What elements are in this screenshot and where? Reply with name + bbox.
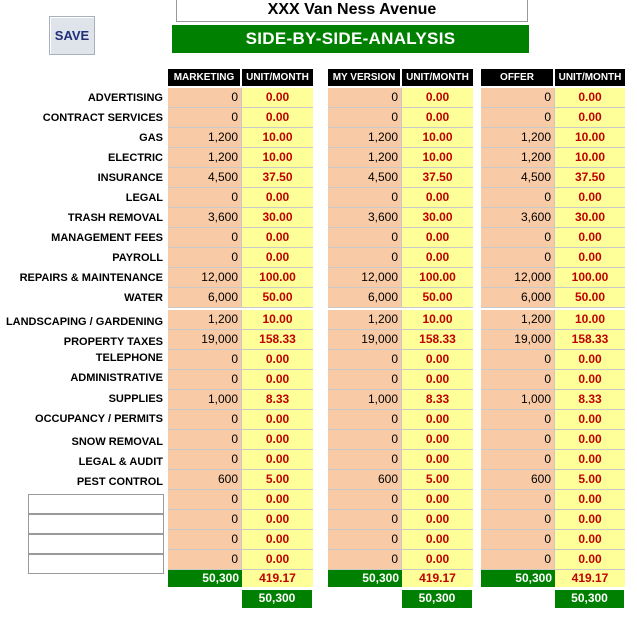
amount-cell[interactable]: 0 bbox=[481, 188, 555, 208]
unit-month-cell: 0.00 bbox=[402, 550, 473, 570]
expense-label: SUPPLIES bbox=[108, 393, 163, 405]
amount-cell[interactable]: 6,000 bbox=[328, 288, 402, 308]
unit-month-cell: 8.33 bbox=[242, 390, 313, 410]
custom-expense-input[interactable] bbox=[28, 534, 164, 554]
unit-month-cell: 0.00 bbox=[555, 188, 625, 208]
unit-month-cell: 0.00 bbox=[555, 350, 625, 370]
unit-month-cell: 30.00 bbox=[555, 208, 625, 228]
unit-month-cell: 0.00 bbox=[555, 550, 625, 570]
amount-cell[interactable]: 0 bbox=[168, 450, 242, 470]
amount-cell[interactable]: 6,000 bbox=[168, 288, 242, 308]
unit-month-cell: 100.00 bbox=[242, 268, 313, 288]
unit-month-cell: 0.00 bbox=[555, 108, 625, 128]
column-header-unit-month: UNIT/MONTH bbox=[242, 69, 313, 86]
amount-cell[interactable]: 0 bbox=[328, 410, 402, 430]
amount-cell[interactable]: 0 bbox=[328, 228, 402, 248]
unit-month-cell: 100.00 bbox=[555, 268, 625, 288]
unit-month-cell: 10.00 bbox=[242, 310, 313, 330]
save-button[interactable]: SAVE bbox=[49, 16, 95, 55]
expense-label: ADMINISTRATIVE bbox=[70, 372, 163, 384]
unit-month-cell: 5.00 bbox=[555, 470, 625, 490]
amount-cell[interactable]: 0 bbox=[168, 228, 242, 248]
expense-label: LEGAL bbox=[125, 192, 163, 204]
expense-label: GAS bbox=[139, 132, 163, 144]
amount-cell[interactable]: 1,200 bbox=[328, 128, 402, 148]
expense-label: TRASH REMOVAL bbox=[67, 212, 163, 224]
expense-label: ELECTRIC bbox=[108, 152, 163, 164]
unit-month-cell: 0.00 bbox=[402, 88, 473, 108]
unit-month-cell: 10.00 bbox=[242, 148, 313, 168]
unit-month-cell: 0.00 bbox=[242, 88, 313, 108]
column-header-unit-month: UNIT/MONTH bbox=[402, 69, 473, 86]
amount-cell[interactable]: 0 bbox=[481, 450, 555, 470]
unit-month-cell: 0.00 bbox=[402, 490, 473, 510]
unit-month-cell: 0.00 bbox=[242, 188, 313, 208]
unit-month-cell: 0.00 bbox=[402, 188, 473, 208]
unit-month-cell: 10.00 bbox=[555, 128, 625, 148]
unit-month-cell: 0.00 bbox=[242, 550, 313, 570]
unit-month-cell: 158.33 bbox=[242, 330, 313, 350]
expense-label: OCCUPANCY / PERMITS bbox=[35, 413, 163, 425]
amount-cell[interactable]: 0 bbox=[168, 370, 242, 390]
unit-month-cell: 0.00 bbox=[402, 228, 473, 248]
amount-cell[interactable]: 12,000 bbox=[481, 268, 555, 288]
unit-month-cell: 0.00 bbox=[242, 450, 313, 470]
expense-label: PROPERTY TAXES bbox=[63, 336, 163, 348]
amount-cell[interactable]: 0 bbox=[328, 188, 402, 208]
amount-cell[interactable]: 0 bbox=[481, 510, 555, 530]
unit-month-cell: 37.50 bbox=[555, 168, 625, 188]
amount-cell[interactable]: 4,500 bbox=[328, 168, 402, 188]
column-header-amount: OFFER bbox=[481, 69, 553, 86]
amount-cell[interactable]: 0 bbox=[481, 350, 555, 370]
total-amount: 50,300 bbox=[168, 570, 242, 587]
unit-month-cell: 0.00 bbox=[242, 410, 313, 430]
amount-cell[interactable]: 3,600 bbox=[168, 208, 242, 228]
expense-label: INSURANCE bbox=[97, 172, 163, 184]
amount-cell[interactable]: 19,000 bbox=[481, 330, 555, 350]
amount-cell[interactable]: 600 bbox=[328, 470, 402, 490]
unit-month-cell: 0.00 bbox=[402, 248, 473, 268]
unit-month-cell: 0.00 bbox=[555, 88, 625, 108]
unit-month-cell: 37.50 bbox=[242, 168, 313, 188]
unit-month-cell: 5.00 bbox=[242, 470, 313, 490]
amount-cell[interactable]: 4,500 bbox=[168, 168, 242, 188]
column-header-unit-month: UNIT/MONTH bbox=[555, 69, 625, 86]
unit-month-cell: 0.00 bbox=[242, 108, 313, 128]
unit-month-cell: 10.00 bbox=[402, 148, 473, 168]
unit-month-cell: 0.00 bbox=[402, 350, 473, 370]
amount-cell[interactable]: 0 bbox=[481, 88, 555, 108]
total-unit-month: 419.17 bbox=[402, 570, 473, 587]
unit-month-cell: 0.00 bbox=[402, 430, 473, 450]
unit-month-cell: 158.33 bbox=[402, 330, 473, 350]
unit-month-cell: 0.00 bbox=[555, 530, 625, 550]
amount-cell[interactable]: 0 bbox=[168, 530, 242, 550]
amount-cell[interactable]: 1,200 bbox=[481, 310, 555, 330]
unit-month-cell: 0.00 bbox=[242, 228, 313, 248]
unit-month-cell: 10.00 bbox=[402, 128, 473, 148]
amount-cell[interactable]: 0 bbox=[328, 108, 402, 128]
amount-cell[interactable]: 1,200 bbox=[168, 128, 242, 148]
unit-month-cell: 0.00 bbox=[402, 108, 473, 128]
amount-cell[interactable]: 0 bbox=[168, 350, 242, 370]
unit-month-cell: 0.00 bbox=[242, 490, 313, 510]
expense-label: WATER bbox=[124, 292, 163, 304]
amount-cell[interactable]: 0 bbox=[328, 450, 402, 470]
grand-total: 50,300 bbox=[555, 590, 624, 608]
amount-cell[interactable]: 19,000 bbox=[168, 330, 242, 350]
unit-month-cell: 0.00 bbox=[242, 510, 313, 530]
expense-label: LANDSCAPING / GARDENING bbox=[5, 316, 163, 328]
unit-month-cell: 0.00 bbox=[555, 430, 625, 450]
unit-month-cell: 50.00 bbox=[555, 288, 625, 308]
custom-expense-input[interactable] bbox=[28, 554, 164, 574]
unit-month-cell: 30.00 bbox=[242, 208, 313, 228]
expense-label: PAYROLL bbox=[112, 252, 163, 264]
unit-month-cell: 30.00 bbox=[402, 208, 473, 228]
amount-cell[interactable]: 600 bbox=[168, 470, 242, 490]
amount-cell[interactable]: 0 bbox=[328, 510, 402, 530]
amount-cell[interactable]: 0 bbox=[328, 530, 402, 550]
amount-cell[interactable]: 0 bbox=[328, 430, 402, 450]
amount-cell[interactable]: 3,600 bbox=[328, 208, 402, 228]
amount-cell[interactable]: 0 bbox=[168, 108, 242, 128]
amount-cell[interactable]: 1,200 bbox=[481, 128, 555, 148]
unit-month-cell: 50.00 bbox=[402, 288, 473, 308]
amount-cell[interactable]: 0 bbox=[328, 248, 402, 268]
unit-month-cell: 8.33 bbox=[555, 390, 625, 410]
amount-cell[interactable]: 19,000 bbox=[328, 330, 402, 350]
amount-cell[interactable]: 1,200 bbox=[328, 310, 402, 330]
amount-cell[interactable]: 0 bbox=[481, 108, 555, 128]
amount-cell[interactable]: 0 bbox=[481, 490, 555, 510]
amount-cell[interactable]: 0 bbox=[328, 370, 402, 390]
amount-cell[interactable]: 3,600 bbox=[481, 208, 555, 228]
unit-month-cell: 0.00 bbox=[402, 450, 473, 470]
unit-month-cell: 10.00 bbox=[555, 148, 625, 168]
amount-cell[interactable]: 0 bbox=[168, 248, 242, 268]
unit-month-cell: 158.33 bbox=[555, 330, 625, 350]
total-unit-month: 419.17 bbox=[555, 570, 625, 587]
amount-cell[interactable]: 6,000 bbox=[481, 288, 555, 308]
unit-month-cell: 0.00 bbox=[402, 510, 473, 530]
amount-cell[interactable]: 0 bbox=[481, 550, 555, 570]
unit-month-cell: 0.00 bbox=[242, 430, 313, 450]
property-address-title: XXX Van Ness Avenue bbox=[176, 0, 528, 22]
unit-month-cell: 10.00 bbox=[402, 310, 473, 330]
unit-month-cell: 0.00 bbox=[555, 248, 625, 268]
amount-cell[interactable]: 0 bbox=[481, 430, 555, 450]
unit-month-cell: 0.00 bbox=[555, 490, 625, 510]
amount-cell[interactable]: 4,500 bbox=[481, 168, 555, 188]
amount-cell[interactable]: 0 bbox=[481, 410, 555, 430]
total-unit-month: 419.17 bbox=[242, 570, 313, 587]
total-amount: 50,300 bbox=[481, 570, 555, 587]
amount-cell[interactable]: 1,000 bbox=[328, 390, 402, 410]
amount-cell[interactable]: 0 bbox=[168, 188, 242, 208]
amount-cell[interactable]: 0 bbox=[328, 88, 402, 108]
expense-label: SNOW REMOVAL bbox=[71, 436, 163, 448]
expense-label: CONTRACT SERVICES bbox=[42, 112, 163, 124]
unit-month-cell: 0.00 bbox=[555, 510, 625, 530]
unit-month-cell: 10.00 bbox=[242, 128, 313, 148]
unit-month-cell: 50.00 bbox=[242, 288, 313, 308]
analysis-banner: SIDE-BY-SIDE-ANALYSIS bbox=[172, 25, 529, 53]
amount-cell[interactable]: 0 bbox=[168, 88, 242, 108]
unit-month-cell: 100.00 bbox=[402, 268, 473, 288]
unit-month-cell: 0.00 bbox=[555, 370, 625, 390]
amount-cell[interactable]: 0 bbox=[168, 550, 242, 570]
custom-expense-input[interactable] bbox=[28, 494, 164, 514]
amount-cell[interactable]: 1,200 bbox=[168, 310, 242, 330]
grand-total: 50,300 bbox=[402, 590, 472, 608]
unit-month-cell: 0.00 bbox=[402, 370, 473, 390]
unit-month-cell: 0.00 bbox=[555, 228, 625, 248]
custom-expense-input[interactable] bbox=[28, 514, 164, 534]
amount-cell[interactable]: 12,000 bbox=[168, 268, 242, 288]
amount-cell[interactable]: 600 bbox=[481, 470, 555, 490]
amount-cell[interactable]: 0 bbox=[168, 410, 242, 430]
expense-label: TELEPHONE bbox=[95, 352, 163, 364]
unit-month-cell: 37.50 bbox=[402, 168, 473, 188]
amount-cell[interactable]: 0 bbox=[168, 430, 242, 450]
expense-label: REPAIRS & MAINTENANCE bbox=[19, 272, 163, 284]
unit-month-cell: 0.00 bbox=[402, 530, 473, 550]
unit-month-cell: 0.00 bbox=[242, 370, 313, 390]
amount-cell[interactable]: 0 bbox=[328, 350, 402, 370]
amount-cell[interactable]: 0 bbox=[168, 510, 242, 530]
unit-month-cell: 8.33 bbox=[402, 390, 473, 410]
expense-label: ADVERTISING bbox=[87, 92, 163, 104]
expense-label: MANAGEMENT FEES bbox=[51, 232, 163, 244]
unit-month-cell: 5.00 bbox=[402, 470, 473, 490]
amount-cell[interactable]: 0 bbox=[481, 370, 555, 390]
column-header-amount: MARKETING bbox=[168, 69, 240, 86]
amount-cell[interactable]: 1,000 bbox=[168, 390, 242, 410]
amount-cell[interactable]: 0 bbox=[168, 490, 242, 510]
amount-cell[interactable]: 12,000 bbox=[328, 268, 402, 288]
amount-cell[interactable]: 0 bbox=[481, 248, 555, 268]
expense-label: LEGAL & AUDIT bbox=[78, 456, 163, 468]
amount-cell[interactable]: 0 bbox=[481, 530, 555, 550]
amount-cell[interactable]: 1,200 bbox=[168, 148, 242, 168]
unit-month-cell: 0.00 bbox=[242, 350, 313, 370]
amount-cell[interactable]: 1,200 bbox=[481, 148, 555, 168]
total-amount: 50,300 bbox=[328, 570, 402, 587]
amount-cell[interactable]: 1,000 bbox=[481, 390, 555, 410]
grand-total: 50,300 bbox=[242, 590, 312, 608]
amount-cell[interactable]: 0 bbox=[328, 550, 402, 570]
amount-cell[interactable]: 0 bbox=[481, 228, 555, 248]
unit-month-cell: 10.00 bbox=[555, 310, 625, 330]
unit-month-cell: 0.00 bbox=[555, 450, 625, 470]
amount-cell[interactable]: 1,200 bbox=[328, 148, 402, 168]
unit-month-cell: 0.00 bbox=[242, 530, 313, 550]
unit-month-cell: 0.00 bbox=[242, 248, 313, 268]
column-header-amount: MY VERSION bbox=[328, 69, 400, 86]
unit-month-cell: 0.00 bbox=[402, 410, 473, 430]
amount-cell[interactable]: 0 bbox=[328, 490, 402, 510]
expense-label: PEST CONTROL bbox=[76, 476, 163, 488]
unit-month-cell: 0.00 bbox=[555, 410, 625, 430]
